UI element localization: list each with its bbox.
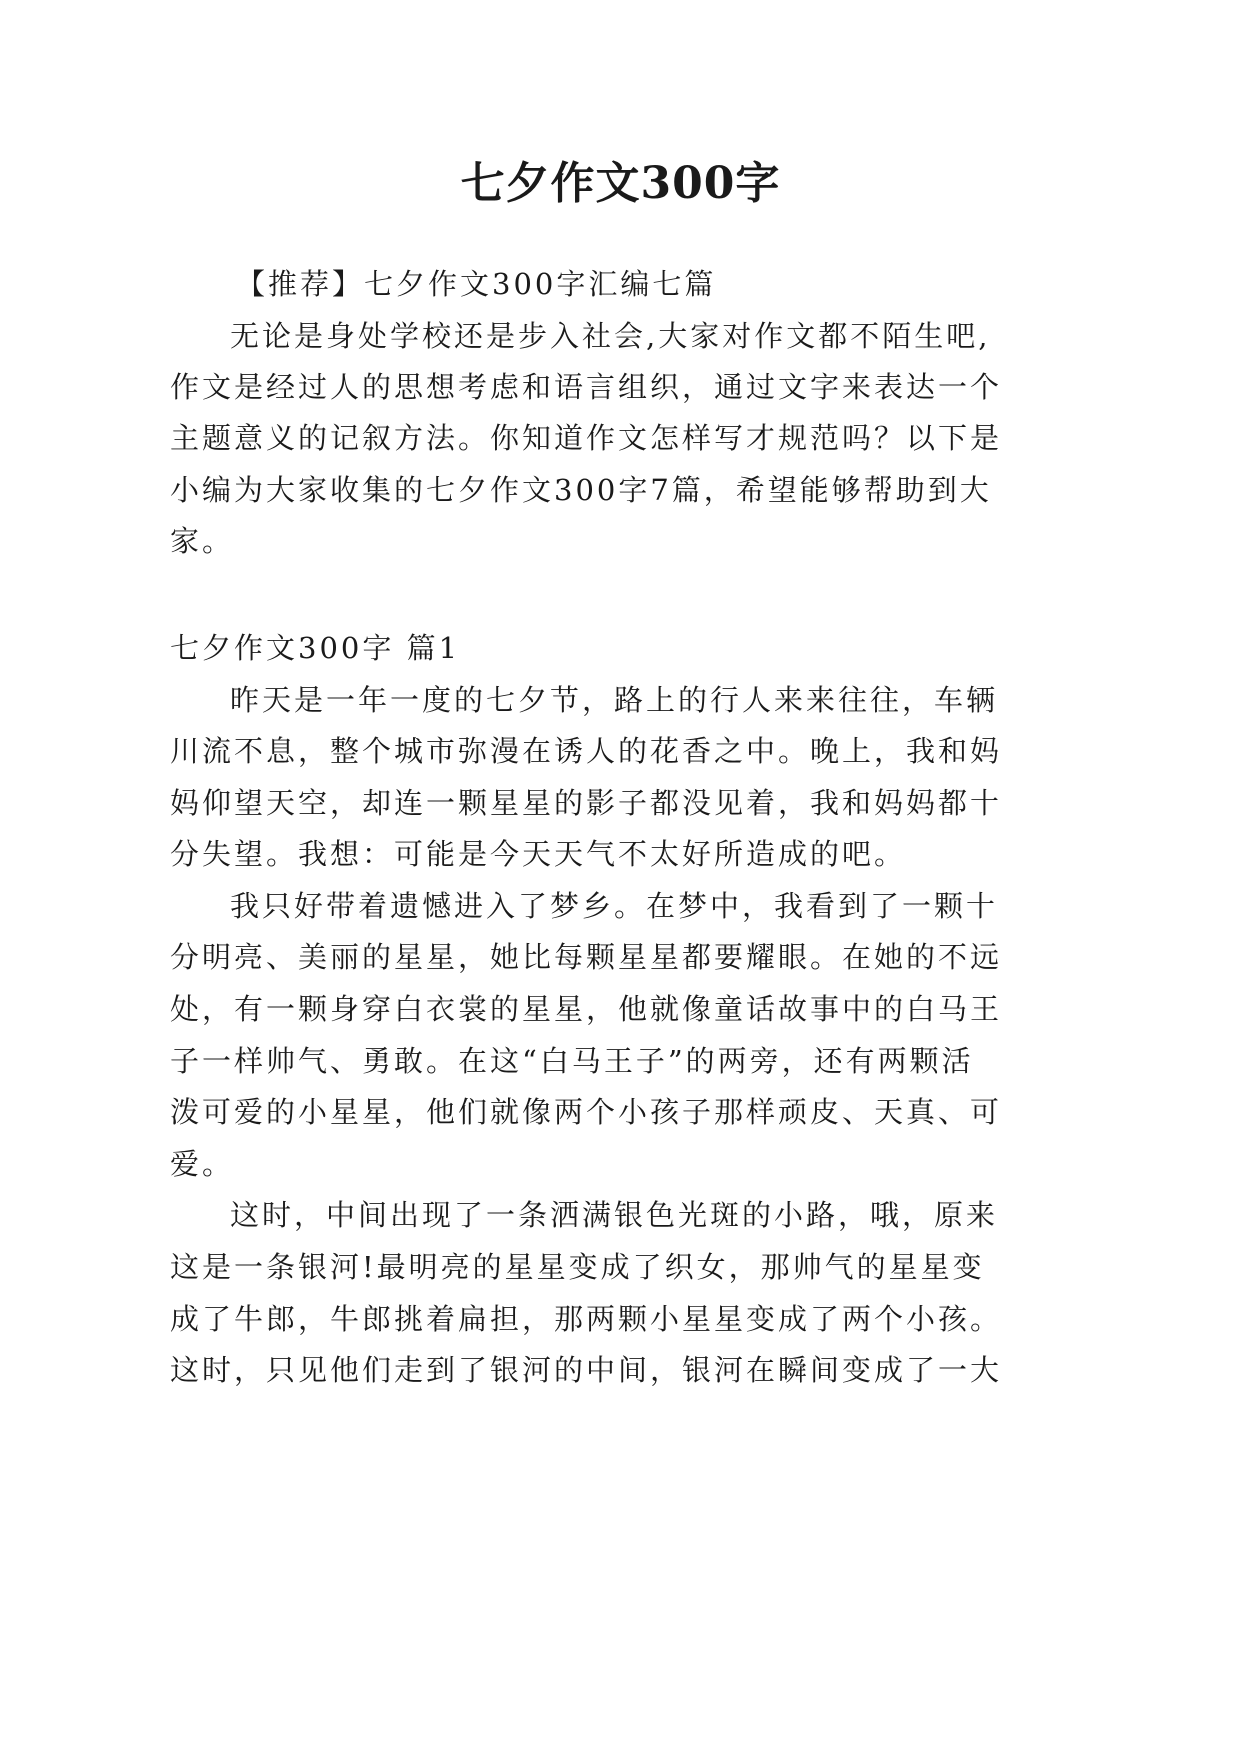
intro-line: 无论是身处学校还是步入社会,大家对作文都不陌生吧, [230, 319, 991, 353]
document-title: 七夕作文300字 [460, 158, 781, 209]
body-line: 成了牛郎，牛郎挑着扁担，那两颗小星星变成了两个小孩。 [170, 1302, 1003, 1336]
body-line: 分明亮、美丽的星星，她比每颗星星都要耀眼。在她的不远 [170, 940, 1003, 974]
section-heading: 七夕作文300字 篇1 [170, 631, 461, 665]
body-line: 我只好带着遗憾进入了梦乡。在梦中，我看到了一颗十 [230, 889, 999, 923]
body-line: 妈仰望天空，却连一颗星星的影子都没见着，我和妈妈都十 [170, 786, 1003, 820]
body-line: 川流不息，整个城市弥漫在诱人的花香之中。晚上，我和妈 [170, 734, 1003, 768]
body-line: 这时，中间出现了一条洒满银色光斑的小路，哦，原来 [230, 1198, 999, 1232]
intro-heading: 【推荐】七夕作文300字汇编七篇 [236, 267, 717, 301]
intro-line: 家。 [170, 524, 235, 558]
body-line: 泼可爱的小星星，他们就像两个小孩子那样顽皮、天真、可 [170, 1095, 1003, 1129]
intro-line: 作文是经过人的思想考虑和语言组织，通过文字来表达一个 [170, 370, 1003, 404]
body-line: 爱。 [170, 1147, 235, 1181]
intro-line: 小编为大家收集的七夕作文300字7篇，希望能够帮助到大 [170, 473, 992, 507]
body-line: 这时，只见他们走到了银河的中间，银河在瞬间变成了一大 [170, 1353, 1003, 1387]
body-line: 昨天是一年一度的七夕节，路上的行人来来往往，车辆 [230, 683, 999, 717]
body-line: 这是一条银河!最明亮的星星变成了织女，那帅气的星星变 [170, 1250, 985, 1284]
body-line: 处，有一颗身穿白衣裳的星星，他就像童话故事中的白马王 [170, 992, 1003, 1026]
body-line: 子一样帅气、勇敢。在这“白马王子”的两旁，还有两颗活 [170, 1044, 974, 1078]
body-line: 分失望。我想：可能是今天天气不太好所造成的吧。 [170, 837, 907, 871]
intro-line: 主题意义的记叙方法。你知道作文怎样写才规范吗？以下是 [170, 421, 1003, 455]
